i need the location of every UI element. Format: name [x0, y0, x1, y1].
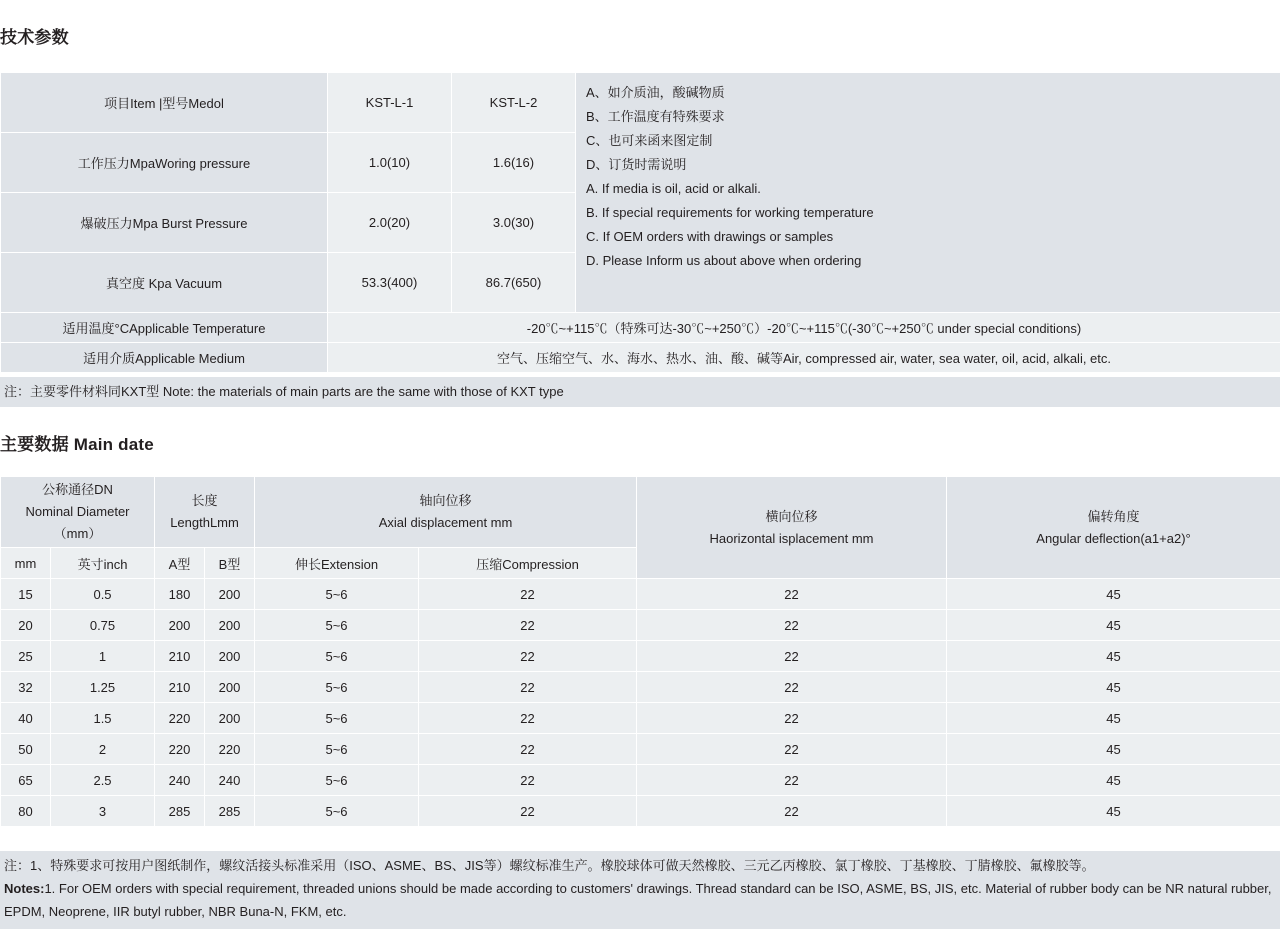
cell-length-b: 200	[205, 610, 255, 641]
cell-length-b: 285	[205, 796, 255, 827]
tech-note-en-3: D. Please Inform us about above when ordering	[586, 253, 862, 269]
main-subheader-inch: 英寸inch	[51, 548, 155, 579]
tech-note-en-1: B. If special requirements for working temperature	[586, 205, 874, 221]
technical-parameters-title: 技术参数	[0, 28, 69, 47]
cell-length-a: 220	[155, 703, 205, 734]
table-row	[1, 796, 1280, 827]
tech-row-label-medium: 适用介质Applicable Medium	[1, 343, 328, 373]
main-subheader-extension: 伸长Extension	[255, 548, 419, 579]
cell-angular: 45	[947, 579, 1280, 610]
technical-footnote: 注：主要零件材料同KXT型 Note: the materials of main parts are the same with those of KXT type	[0, 377, 1280, 407]
cell-inch: 0.75	[51, 610, 155, 641]
table-row	[1, 610, 1280, 641]
main-header-horizontal-line2: Haorizontal isplacement mm	[709, 530, 874, 546]
tech-row-label-vacuum: 真空度 Kpa Vacuum	[1, 253, 328, 313]
main-subheader-mm: mm	[1, 548, 51, 579]
main-header-axial-line2: Axial displacement mm	[378, 515, 513, 531]
cell-length-a: 200	[155, 610, 205, 641]
table-row	[1, 703, 1280, 734]
tech-row-value-burst-pressure-2: 3.0(30)	[452, 193, 576, 253]
tech-header-model-1: KST-L-1	[328, 73, 452, 133]
tech-row-label-temperature: 适用温度°CApplicable Temperature	[1, 313, 328, 343]
table-row	[1, 641, 1280, 672]
cell-mm: 25	[1, 641, 51, 672]
cell-length-b: 200	[205, 579, 255, 610]
cell-angular: 45	[947, 610, 1280, 641]
tech-row-value-burst-pressure-1: 2.0(20)	[328, 193, 452, 253]
cell-compression: 22	[419, 734, 637, 765]
main-header-axial-line1: 轴向位移	[419, 493, 472, 509]
cell-length-b: 200	[205, 641, 255, 672]
cell-length-b: 200	[205, 703, 255, 734]
cell-horizontal: 22	[637, 610, 947, 641]
main-subheader-type-b: B型	[205, 548, 255, 579]
tech-note-en-2: C. If OEM orders with drawings or samples	[586, 229, 834, 245]
table-row	[1, 734, 1280, 765]
main-header-angular-line2: Angular deflection(a1+a2)°	[1036, 530, 1191, 546]
tech-note-zh-2: C、也可来函来图定制	[586, 133, 713, 149]
cell-compression: 22	[419, 610, 637, 641]
cell-horizontal: 22	[637, 672, 947, 703]
cell-inch: 1.25	[51, 672, 155, 703]
cell-length-a: 220	[155, 734, 205, 765]
table-row	[1, 579, 1280, 610]
cell-length-a: 180	[155, 579, 205, 610]
tech-row-value-working-pressure-2: 1.6(16)	[452, 133, 576, 193]
tech-note-zh-0: A、如介质油，酸碱物质	[586, 85, 725, 100]
cell-angular: 45	[947, 765, 1280, 796]
table-row	[1, 343, 1280, 373]
tech-row-value-working-pressure-1: 1.0(10)	[328, 133, 452, 193]
cell-extension: 5~6	[255, 734, 419, 765]
cell-horizontal: 22	[637, 796, 947, 827]
cell-angular: 45	[947, 734, 1280, 765]
cell-compression: 22	[419, 796, 637, 827]
cell-inch: 1.5	[51, 703, 155, 734]
table-row	[1, 672, 1280, 703]
main-header-length-line2: LengthLmm	[170, 515, 239, 531]
tech-note-en-0: A. If media is oil, acid or alkali.	[586, 181, 761, 197]
tech-row-label-burst-pressure: 爆破压力Mpa Burst Pressure	[1, 193, 328, 253]
main-header-axial	[255, 477, 637, 548]
cell-mm: 40	[1, 703, 51, 734]
cell-length-a: 240	[155, 765, 205, 796]
tech-note-zh-1: B、工作温度有特殊要求	[586, 109, 725, 125]
tech-header-item: 项目Item |型号Medol	[1, 73, 328, 133]
cell-compression: 22	[419, 579, 637, 610]
technical-parameters-table	[0, 72, 1280, 373]
table-row	[1, 313, 1280, 343]
main-header-length	[155, 477, 255, 548]
cell-length-b: 200	[205, 672, 255, 703]
cell-compression: 22	[419, 641, 637, 672]
main-subheader-compression: 压缩Compression	[419, 548, 637, 579]
main-header-length-line1: 长度	[191, 493, 218, 509]
main-note-en-wrapper	[4, 878, 1276, 924]
tech-row-value-temperature: -20℃~+115℃（特殊可达-30℃~+250℃）-20℃~+115℃(-30℃~+250℃ under special conditions)	[328, 313, 1280, 343]
tech-row-label-working-pressure: 工作压力MpaWoring pressure	[1, 133, 328, 193]
main-note-zh: 注：1、特殊要求可按用户图纸制作，螺纹活接头标准采用（ISO、ASME、BS、JIS等）螺纹标准生产。橡胶球体可做天然橡胶、三元乙丙橡胶、氯丁橡胶、丁基橡胶、丁腈橡胶、氟橡胶等。	[4, 858, 1095, 873]
cell-angular: 45	[947, 672, 1280, 703]
cell-mm: 50	[1, 734, 51, 765]
cell-mm: 80	[1, 796, 51, 827]
cell-horizontal: 22	[637, 641, 947, 672]
cell-compression: 22	[419, 672, 637, 703]
cell-extension: 5~6	[255, 641, 419, 672]
main-header-angular-line1: 偏转角度	[1087, 508, 1140, 524]
main-data-notes	[0, 851, 1280, 929]
cell-extension: 5~6	[255, 796, 419, 827]
cell-length-a: 285	[155, 796, 205, 827]
main-header-nominal-diameter	[1, 477, 155, 548]
table-row	[1, 765, 1280, 796]
cell-length-a: 210	[155, 672, 205, 703]
cell-inch: 3	[51, 796, 155, 827]
cell-inch: 1	[51, 641, 155, 672]
cell-length-b: 220	[205, 734, 255, 765]
main-header-dn-line3: （mm）	[53, 526, 102, 542]
main-header-angular	[947, 477, 1280, 579]
cell-inch: 2	[51, 734, 155, 765]
cell-mm: 15	[1, 579, 51, 610]
cell-angular: 45	[947, 796, 1280, 827]
tech-row-value-vacuum-2: 86.7(650)	[452, 253, 576, 313]
tech-note-zh-3: D、订货时需说明	[586, 157, 687, 173]
main-note-en: 1. For OEM orders with special requirement, threaded unions should be made according to customers' drawings. Thread standard can be ISO, ASME, BS, JIS, etc. Material of rubber body can be NR natural rubber, EPDM, Neoprene, IIR butyl rubber, NBR Buna-N, FKM, etc.	[4, 880, 1272, 919]
main-data-table	[0, 476, 1280, 827]
main-header-dn-line1: 公称通径DN	[42, 482, 113, 497]
main-header-dn-line2: Nominal Diameter	[25, 504, 130, 520]
cell-length-a: 210	[155, 641, 205, 672]
cell-compression: 22	[419, 703, 637, 734]
tech-row-value-medium: 空气、压缩空气、水、海水、热水、油、酸、碱等Air, compressed air, water, sea water, oil, acid, alkali, etc.	[328, 343, 1280, 373]
cell-horizontal: 22	[637, 734, 947, 765]
main-data-title: 主要数据 Main date	[0, 435, 154, 454]
cell-extension: 5~6	[255, 610, 419, 641]
cell-extension: 5~6	[255, 765, 419, 796]
main-subheader-type-a: A型	[155, 548, 205, 579]
main-note-en-label: Notes:	[4, 880, 45, 896]
cell-mm: 20	[1, 610, 51, 641]
main-header-horizontal-line1: 横向位移	[765, 508, 818, 524]
cell-horizontal: 22	[637, 765, 947, 796]
table-row	[1, 73, 1280, 133]
cell-inch: 0.5	[51, 579, 155, 610]
cell-length-b: 240	[205, 765, 255, 796]
cell-compression: 22	[419, 765, 637, 796]
main-header-horizontal	[637, 477, 947, 579]
cell-angular: 45	[947, 703, 1280, 734]
tech-row-value-vacuum-1: 53.3(400)	[328, 253, 452, 313]
tech-header-model-2: KST-L-2	[452, 73, 576, 133]
cell-angular: 45	[947, 641, 1280, 672]
cell-extension: 5~6	[255, 703, 419, 734]
cell-extension: 5~6	[255, 672, 419, 703]
cell-horizontal: 22	[637, 579, 947, 610]
tech-notes-cell	[576, 73, 1280, 313]
cell-inch: 2.5	[51, 765, 155, 796]
cell-extension: 5~6	[255, 579, 419, 610]
cell-mm: 32	[1, 672, 51, 703]
cell-horizontal: 22	[637, 703, 947, 734]
cell-mm: 65	[1, 765, 51, 796]
